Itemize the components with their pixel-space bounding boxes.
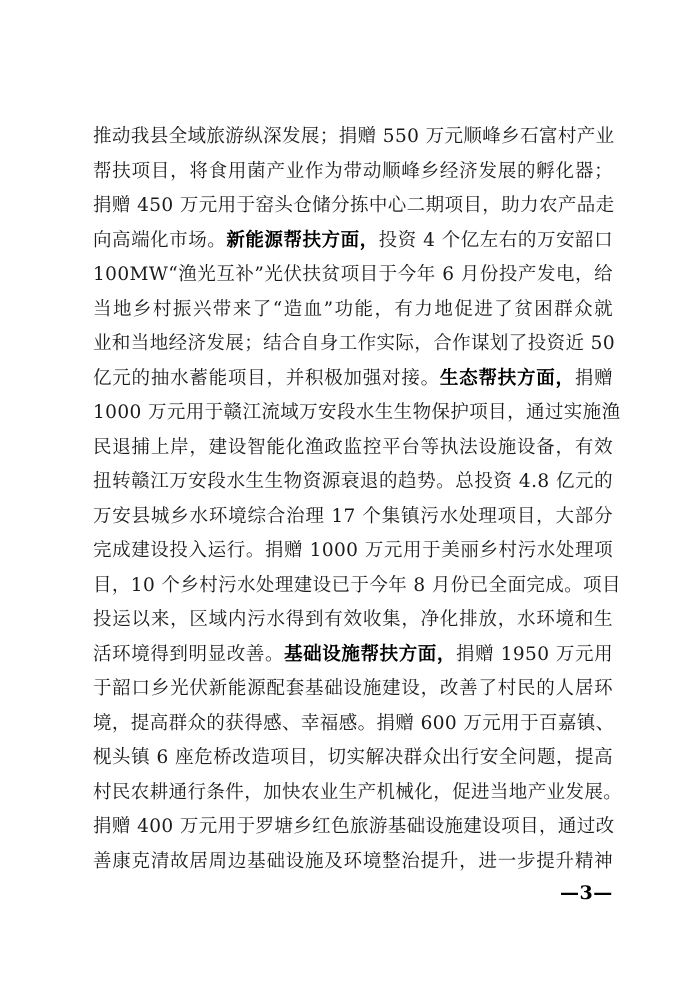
text-line — [93, 500, 613, 535]
text-segment: 100MW“渔光互补”光伏扶贫项目于今年 6 月份投产发电，给 — [93, 264, 613, 285]
text-line — [93, 293, 613, 328]
text-line — [93, 776, 623, 811]
text-segment: 活环境得到明显改善。 — [93, 643, 285, 665]
text-segment: 民退捕上岸，建设智能化渔政监控平台等执法设施设备，有效 — [93, 436, 613, 458]
text-segment: 善康克清故居周边基础设施及环境整治提升，进一步提升精神 — [93, 850, 613, 872]
text-segment: 向高端化市场。 — [93, 229, 227, 251]
text-segment: 投资 4 个亿左右的万安韶口 — [378, 229, 613, 251]
text-segment: 当地乡村振兴带来了“造血”功能，有力地促进了贫困群众就 — [93, 298, 613, 320]
text-segment: 帮扶项目，将食用菌产业作为带动顺峰乡经济发展的孵化器； — [93, 160, 613, 182]
text-line — [93, 845, 613, 880]
text-segment: 扭转赣江万安段水生生物资源衰退的趋势。总投资 4.8 亿元的 — [93, 471, 613, 492]
text-segment: 境，提高群众的获得感、幸福感。捐赠 600 万元用于百嘉镇、 — [93, 712, 615, 734]
text-segment: 捐赠 400 万元用于罗塘乡红色旅游基础设施建设项目，通过改 — [93, 816, 615, 837]
text-segment: 投运以来，区域内污水得到有效收集，净化排放，水环境和生 — [93, 609, 613, 630]
text-segment: 目，10 个乡村污水处理建设已于今年 8 月份已全面完成。项目 — [93, 574, 621, 596]
section-heading-inline: 新能源帮扶方面， — [226, 229, 379, 251]
text-line — [93, 638, 613, 673]
text-line — [93, 327, 616, 362]
section-heading-inline: 基础设施帮扶方面， — [284, 643, 457, 665]
text-line — [93, 741, 613, 776]
text-line — [93, 672, 613, 707]
text-segment: 枧头镇 6 座危桥改造项目，切实解决群众出行安全问题，提高 — [93, 747, 613, 768]
page-number: —3— — [560, 882, 613, 904]
text-line — [93, 155, 613, 190]
text-segment: 万安县城乡水环境综合治理 17 个集镇污水处理项目，大部分 — [93, 505, 613, 527]
text-line — [93, 431, 613, 466]
text-line — [93, 189, 613, 224]
text-line — [93, 396, 621, 431]
text-segment: 完成建设投入运行。捐赠 1000 万元用于美丽乡村污水处理项 — [93, 540, 613, 561]
text-segment: 捐赠 1950 万元用 — [456, 643, 613, 665]
text-line — [93, 707, 613, 742]
text-line — [93, 258, 613, 293]
text-line — [93, 810, 613, 845]
section-heading-inline: 生态帮扶方面， — [439, 367, 575, 389]
text-segment: 捐赠 450 万元用于窑头仓储分拣中心二期项目，助力农产品走 — [93, 195, 615, 216]
text-line — [93, 120, 613, 155]
text-line — [93, 224, 613, 259]
text-line — [93, 362, 613, 397]
text-segment: 1000 万元用于赣江流域万安段水生生物保护项目，通过实施渔 — [93, 402, 621, 423]
text-line — [93, 534, 613, 569]
text-line — [93, 569, 621, 604]
text-line — [93, 603, 613, 638]
text-segment: 亿元的抽水蓄能项目，并积极加强对接。 — [93, 367, 440, 389]
text-segment: 业和当地经济发展；结合自身工作实际，合作谋划了投资近 50 — [93, 333, 616, 354]
body-paragraph — [93, 120, 623, 879]
text-segment: 捐赠 — [574, 367, 613, 389]
text-segment: 于韶口乡光伏新能源配套基础设施建设，改善了村民的人居环 — [93, 678, 613, 699]
text-segment: 村民农耕通行条件，加快农业生产机械化，促进当地产业发展。 — [93, 781, 623, 803]
text-line — [93, 465, 613, 500]
text-segment: 推动我县全域旅游纵深发展；捐赠 550 万元顺峰乡石富村产业 — [93, 126, 615, 147]
